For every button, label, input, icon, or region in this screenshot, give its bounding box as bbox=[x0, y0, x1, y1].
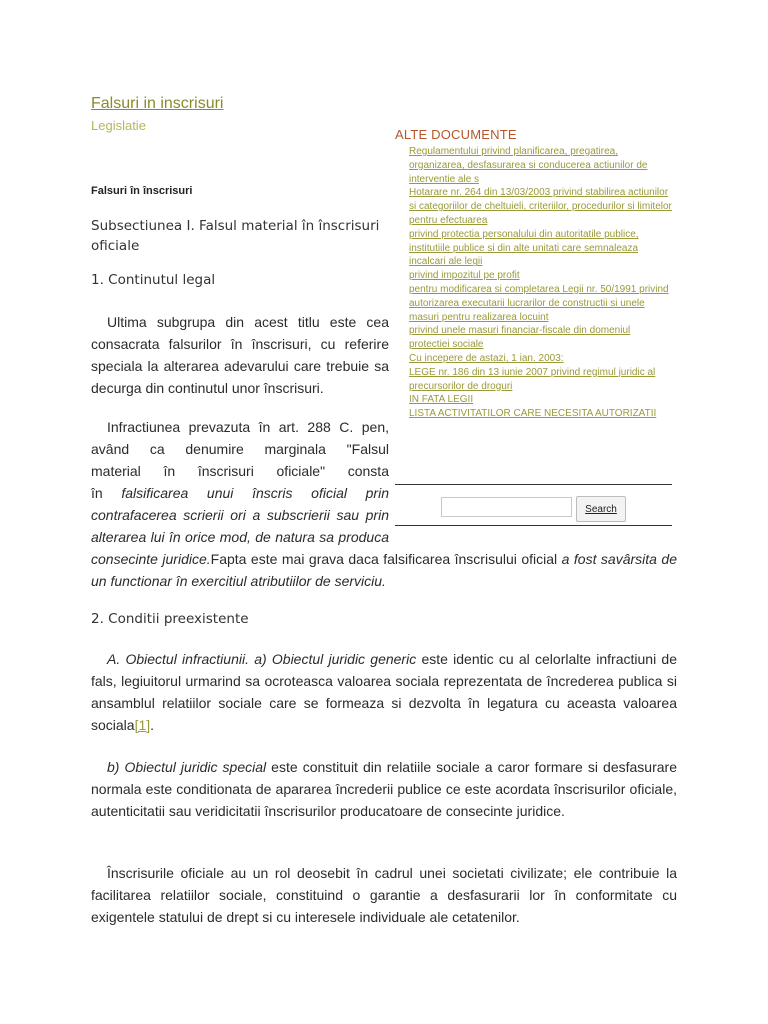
document-link[interactable]: privind unele masuri financiar-fiscale din domeniul protectiei sociale bbox=[409, 325, 631, 351]
footnote-link[interactable]: [1] bbox=[134, 717, 151, 733]
document-link[interactable]: Hotarare nr. 264 din 13/03/2003 privind stabilirea actiunilor si categoriilor de cheltuieli, criteriilor, procedurilor si limitelor pentru efectuarea bbox=[409, 187, 672, 226]
sidebar-heading: ALTE DOCUMENTE bbox=[395, 127, 517, 142]
related-documents bbox=[395, 127, 672, 421]
document-link[interactable]: Regulamentului privind planificarea, pregatirea, organizarea, desfasurarea si conducerea actiunilor de interventie ale s bbox=[409, 146, 648, 185]
p4-italic: b) Obiectul juridic special bbox=[107, 759, 267, 775]
section-heading-1: 1. Continutul legal bbox=[91, 272, 216, 288]
list-item[interactable] bbox=[409, 269, 672, 283]
paragraph-3 bbox=[91, 648, 677, 736]
category-label: Legislatie bbox=[91, 118, 146, 133]
paragraph-2-continued bbox=[91, 482, 677, 592]
document-link[interactable]: privind protectia personalului din autoritatile publice, institutiile publice si din alte unitati care semnaleaza incalcari ale legii bbox=[409, 228, 639, 268]
p3-italic: A. Obiectul infractiunii. a) Obiectul juridic generic bbox=[107, 651, 417, 667]
p2-italic-definition: falsificarea unui înscris oficial prin contrafacerea scrierii ori a subscrierii sau prin alterarea lui în orice mod, de natura sa produca consecinte juridice. bbox=[91, 485, 389, 567]
paragraph-2-line: Infractiunea prevazuta în art. 288 C. pen, bbox=[107, 419, 389, 435]
document-link[interactable]: pentru modificarea si completarea Legii nr. 50/1991 privind autorizarea executarii lucrarilor de constructii si unele masuri pentru realizarea locuint bbox=[409, 283, 669, 323]
paragraph-2-line: având ca denumire marginala "Falsul bbox=[91, 441, 389, 457]
paragraph-1: Ultima subgrupa din acest titlu este cea consacrata falsurilor în înscrisuri, cu referire speciala la alterarea adevarului care trebuie sa decurga din continutul unor înscrisuri. bbox=[91, 314, 389, 396]
list-item[interactable] bbox=[409, 407, 672, 421]
document-link[interactable]: IN FATA LEGII bbox=[409, 394, 474, 406]
p2-normal-text: Fapta este mai grava daca falsificarea înscrisului oficial bbox=[210, 551, 562, 567]
p3-end: . bbox=[150, 717, 155, 733]
paragraph-2-line: material în înscrisuri oficiale" consta bbox=[91, 463, 389, 479]
p4-text: este constituit din relatiile sociale a caror formare si desfasurare normala este conditionata de apararea încrederii publice ce este acordata înscrisurilor oficiale, autenticitatii sau veridicitatii înscrisurilor producatoare de consecinte juridice. bbox=[91, 759, 677, 819]
paragraph-5: Înscrisurile oficiale au un rol deosebit în cadrul unei societati civilizate; ele contribuie la facilitarea relatiilor sociale, constituind o garantie a desfasurarii lor în conformitate cu exigentele statului de drept si cu interesele individuale ale cetatenilor. bbox=[91, 865, 677, 925]
paragraph-2 bbox=[91, 416, 389, 482]
list-item[interactable] bbox=[409, 352, 672, 366]
article-title: Falsuri în înscrisuri bbox=[91, 185, 193, 197]
p2-italic-aggravating: a fost savârsita de un functionar în exercitiul atributiilor de serviciu. bbox=[91, 551, 677, 589]
document-link[interactable]: LEGE nr. 186 din 13 iunie 2007 privind regimul juridic al precursorilor de droguri bbox=[409, 366, 656, 392]
p3-text: este identic cu al celorlalte infractiuni de fals, legiuitorul urmarind sa ocroteasca valoarea sociala reprezentata de încrederea publica si ansamblul relatiilor sociale care se formeaza si dezvolta în legatura cu aceasta valoarea sociala bbox=[91, 651, 677, 733]
document-list bbox=[395, 145, 672, 421]
p2-prefix: în bbox=[91, 485, 122, 501]
list-item[interactable] bbox=[409, 228, 672, 269]
list-item[interactable] bbox=[409, 393, 672, 407]
page-title[interactable]: Falsuri in inscrisuri bbox=[91, 95, 224, 112]
document-link[interactable]: LISTA ACTIVITATILOR CARE NECESITA AUTORIZATII bbox=[409, 408, 657, 420]
search-button-label: Search bbox=[585, 503, 617, 515]
list-item[interactable] bbox=[409, 186, 672, 227]
section-heading-2: 2. Conditii preexistente bbox=[91, 611, 249, 627]
list-item[interactable] bbox=[409, 145, 672, 186]
document-link[interactable]: Cu incepere de astazi, 1 ian. 2003: bbox=[409, 352, 564, 364]
subsection-heading: Subsectiunea I. Falsul material în înscrisuri oficiale bbox=[91, 218, 380, 254]
list-item[interactable] bbox=[409, 324, 672, 352]
document-link[interactable]: privind impozitul pe profit bbox=[409, 270, 520, 282]
list-item[interactable] bbox=[409, 366, 672, 394]
paragraph-4 bbox=[91, 756, 677, 822]
list-item[interactable] bbox=[409, 283, 672, 324]
